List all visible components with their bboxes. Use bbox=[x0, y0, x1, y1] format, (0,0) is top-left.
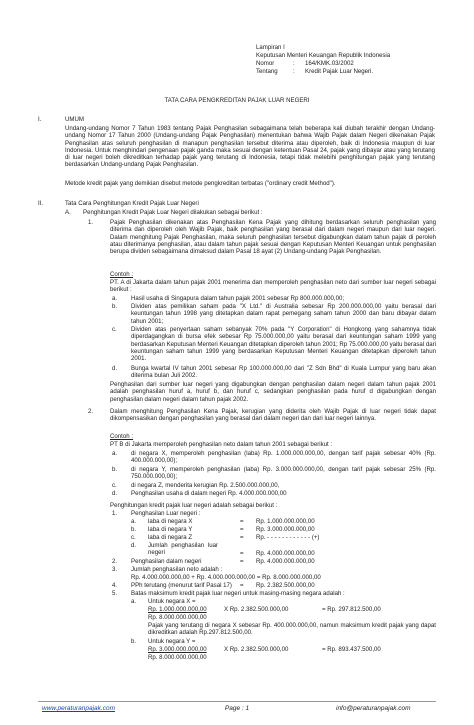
contoh-1-item-d-text: Bunga kwartal IV tahun 2001 sebesar Rp 100.000.000,00 dari "Z Sdn Bhd" di Kuala Lumpur yang baru akan diterima bulan Juli 2002. bbox=[131, 365, 436, 380]
contoh-2-item-a-text: di negara X, memperoleh penghasilan (laba) Rp. 1.000.000.000,00, dengan tarif pajak sebesar 40% (Rp. 400.000.000,00); bbox=[131, 450, 436, 465]
calc-row-a-value: Rp. 1.000.000.000,00 bbox=[256, 518, 315, 525]
country-x-result: = Rp. 297.812.500,00 bbox=[322, 606, 381, 613]
country-x-denominator: Rp. 8.000.000.000,00 bbox=[148, 614, 207, 621]
item-1-text: Pajak Penghasilan dikenakan atas Penghasilan Kena Pajak yang dihitung berdasarkan seluruh penghasilan yang diterima dan diperoleh oleh Wajib Pajak, baik penghasilan yang berasal dari dalam negeri maupun dari luar negeri. Dalam menghitung Pajak Penghasilan, maka seluruh penghasilan tersebut digabungkan dalam tahun pajak di peroleh atau diterimanya penghasilan, atau dalam tahun pajak sesuai dengan Keputusan Menteri Keuangan untuk penghasilan berupa dividen sebagaimana dimaksud dalam Pasal 18 ayat (2) Undang-undang Pajak Penghasilan. bbox=[110, 219, 436, 256]
contoh-1-item-c-text: Dividen atas penyertaan saham sebanyak 70% pada "Y Corporation" di Hongkong yang sahamnya tidak diperdagangkan di bursa efek sebesar Rp 75.000.000,00 yaitu berasal dari keuntungan saham 1999 yang berdasarkan Keputusan Menteri Keuangan ditetapkan diperoleh tahun 2001; Rp 75.000.000,00 yaitu berasal dari keuntungan saham tahun 1999 yang berdasarkan Keputusan Menteri Keuangan ditetapkan diperoleh tahun 2001. bbox=[131, 326, 436, 363]
calc-2-value: Rp. 4.000.000.000,00 bbox=[256, 558, 315, 565]
calc-row-a-letter: a. bbox=[131, 518, 137, 525]
contoh-1-closing: Penghasilan dari sumber luar negeri yang digabungkan dengan penghasilan dalam negeri dalam tahun pajak 2001 adalah penghasilan huruf a, huruf b, dan huruf c, sedangkan penghasilan pada huruf d digabungkan dengan penghasilan dalam negeri dalam tahun pajak 2002. bbox=[110, 381, 436, 403]
calc-5-label: Batas maksimum kredit pajak luar negeri untuk masing-masing negara adalah : bbox=[131, 590, 345, 597]
section-1-heading: UMUM bbox=[65, 116, 84, 123]
country-x-note: Pajak yang terutang di negara X sebesar Rp. 400.000.000,00, namun maksimum kredit pajak yang dapat dikreditkan adalah Rp.297.812.500,00. bbox=[148, 622, 436, 637]
country-y-letter: b. bbox=[131, 638, 137, 645]
country-y-numerator: Rp. 3.000.000.000,00 bbox=[148, 646, 207, 653]
contoh-2-item-b-letter: b. bbox=[112, 466, 118, 473]
country-x-numerator: Rp. 1.000.000.000,00 bbox=[148, 606, 207, 613]
tentang-label: Tentang bbox=[256, 68, 278, 75]
calc-row-b-value: Rp. 3.000.000.000,00 bbox=[256, 526, 315, 533]
section-1-paragraph: Undang-undang Nomor 7 Tahun 1983 tentang Pajak Penghasilan sebagaimana telah beberapa kali diubah terakhir dengan Undang-undang Nomor 17 Tahun 2000 (Undang-undang Pajak Penghasilan) menentukan bahwa Wajib Pajak dalam Negeri dikenakan Pajak Penghasilan atas seluruh penghasilan di manapun penghasilan tersebut diterima atau diperoleh, baik di Indonesia maupun di luar Indonesia. Untuk menghindari pengenaan pajak ganda maka sesuai dengan ketentuan Pasal 24, pajak yang dibayar atau yang terutang di luar negeri boleh dikreditkan terhadap pajak yang terutang di Indonesia, tetapi tidak melebihi penghitungan pajak yang terutang berdasarkan Undang-undang Pajak Penghasilan. bbox=[65, 125, 435, 169]
item-2-text: Dalam menghitung Penghasilan Kena Pajak, kerugian yang diderita oleh Wajib Pajak di luar negeri tidak dapat dikompensasikan dengan penghasilan yang berasal dari dalam negeri dan dari luar negeri lainnya. bbox=[110, 408, 436, 423]
keputusan-title: Keputusan Menteri Keuangan Republik Indonesia bbox=[256, 52, 391, 59]
subsection-a-label: A. bbox=[65, 209, 71, 216]
country-x-label: Untuk negara X = bbox=[148, 598, 196, 605]
calc-2-label: Penghasilan dalam negeri bbox=[131, 558, 202, 565]
calc-row-d-sep: = bbox=[240, 550, 244, 557]
calc-3-number: 3. bbox=[112, 566, 118, 573]
contoh-2-item-c-text: di negara Z, menderita kerugian Rp. 2.500.000.000,00, bbox=[131, 482, 280, 489]
footer-website-link[interactable]: www.peraturanpajak.com bbox=[42, 705, 115, 712]
perhitungan-label: Penghitungan kredit pajak luar negeri adalah sebagai berikut : bbox=[110, 502, 278, 509]
footer-email: info@peraturanpajak.com bbox=[336, 705, 411, 712]
calc-row-b-sep: = bbox=[240, 526, 244, 533]
contoh-2-item-d-letter: d. bbox=[112, 490, 118, 497]
calc-row-d-value: Rp. 4.000.000.000,00 bbox=[256, 550, 315, 557]
calc-row-c-letter: c. bbox=[131, 534, 136, 541]
calc-row-c-value: Rp. - - - - - - - - - - - - (+) bbox=[256, 534, 320, 541]
subsection-a-text: Penghitungan Kredit Pajak Luar Negeri dilakukan sebagai berikut : bbox=[83, 209, 263, 216]
country-y-result: = Rp. 893.437.500,00 bbox=[322, 646, 381, 653]
calc-row-c-sep: = bbox=[240, 534, 244, 541]
contoh-1-item-b-text: Dividen atas pemilikan saham pada "X Ltd." di Australia sebesar Rp 200.000.000,00 yaitu berasal dari keuntungan tahun 1998 yang ditetapkan dalam rapat pemegang saham tahun 2000 dan baru dibayar dalam tahun 2001; bbox=[131, 303, 436, 325]
country-x-multiplier: X Rp. 2.382.500.000,00 bbox=[224, 606, 289, 613]
contoh-1-item-a-text: Hasil usaha di Singapura dalam tahun pajak 2001 sebesar Rp 800.000.000,00; bbox=[131, 295, 345, 302]
calc-1-number: 1. bbox=[112, 510, 118, 517]
calc-3-formula: Rp. 4.000.000.000,00 + Rp. 4.000.000.000,00 = Rp. 8.000.000.000,00 bbox=[131, 574, 321, 581]
calc-4-value: Rp. 2.382.500.000,00 bbox=[256, 582, 315, 589]
contoh-1-intro: PT. A di Jakarta dalam tahun pajak 2001 menerima dan memperoleh penghasilan neto dari sumber luar negeri sebagai berikut : bbox=[110, 279, 436, 294]
nomor-sep: : bbox=[293, 60, 295, 67]
section-2-heading: Tata Cara Penghitungan Kredit Pajak Luar Negeri bbox=[65, 200, 199, 207]
contoh-2-item-b-text: di negara Y, memperoleh penghasilan (laba) Rp. 3.000.000.000,00, dengan tarif pajak sebesar 25% (Rp. 750.000.000,00); bbox=[131, 466, 436, 481]
country-x-letter: a. bbox=[131, 598, 137, 605]
calc-3-label: Jumlah penghasilan neto adalah : bbox=[131, 566, 223, 573]
country-y-multiplier: X Rp. 2.382.500.000,00 bbox=[224, 646, 289, 653]
footer-divider bbox=[38, 701, 436, 702]
item-1-number: 1. bbox=[88, 219, 94, 226]
contoh-1-label: Contoh : bbox=[110, 271, 134, 278]
contoh-1-item-d-letter: d. bbox=[112, 365, 118, 372]
section-1-number: I. bbox=[38, 116, 42, 123]
item-2-number: 2. bbox=[88, 408, 94, 415]
calc-2-sep: = bbox=[240, 558, 244, 565]
contoh-2-item-d-text: Penghasilan usaha di dalam negeri Rp. 4.000.000.000,00 bbox=[131, 490, 287, 497]
contoh-2-intro: PT B di Jakarta memperoleh penghasilan neto dalam tahun 2001 sebagai berikut : bbox=[110, 441, 333, 448]
tentang-sep: : bbox=[293, 68, 295, 75]
contoh-1-item-a-letter: a. bbox=[112, 295, 118, 302]
calc-5-number: 5. bbox=[112, 590, 118, 597]
calc-1-label: Penghasilan Luar negeri : bbox=[131, 510, 201, 517]
calc-4-number: 4. bbox=[112, 582, 118, 589]
country-y-denominator: Rp. 8.000.000.000,00 bbox=[148, 654, 207, 661]
contoh-2-item-c-letter: c. bbox=[112, 482, 117, 489]
calc-row-a-sep: = bbox=[240, 518, 244, 525]
country-y-label: Untuk negara Y = bbox=[148, 638, 196, 645]
contoh-1-item-c-letter: c. bbox=[112, 326, 117, 333]
contoh-2-label: Contoh : bbox=[110, 433, 134, 440]
calc-row-a-label: laba di negara X bbox=[148, 518, 193, 525]
calc-row-c-label: laba di negara Z bbox=[148, 534, 193, 541]
footer-page-number: Page : 1 bbox=[224, 705, 250, 712]
nomor-label: Nomor bbox=[256, 60, 275, 67]
contoh-2-item-a-letter: a. bbox=[112, 450, 118, 457]
calc-4-label: PPh terutang (menurut tarif Pasal 17) bbox=[131, 582, 232, 589]
nomor-value: 164/KMK.03/2002 bbox=[305, 60, 354, 67]
document-title: TATA CARA PENGKREDITAN PAJAK LUAR NEGERI bbox=[164, 97, 310, 104]
calc-row-b-label: laba di negara Y bbox=[148, 526, 193, 533]
calc-4-sep: = bbox=[240, 582, 244, 589]
section-2-number: II. bbox=[38, 200, 44, 207]
section-1-method-note: Metode kredit pajak yang demikian disebut metode pengkreditan terbatas ("ordinary credit Method"). bbox=[65, 180, 336, 187]
calc-row-d-letter: d. bbox=[131, 542, 137, 549]
calc-row-b-letter: b. bbox=[131, 526, 137, 533]
calc-2-number: 2. bbox=[112, 558, 118, 565]
calc-row-d-label: Jumlah penghasilan luar negeri bbox=[148, 542, 218, 557]
tentang-value: Kredit Pajak Luar Negeri. bbox=[305, 68, 374, 75]
lampiran-label: Lampiran I bbox=[256, 44, 285, 51]
contoh-1-item-b-letter: b. bbox=[112, 303, 118, 310]
